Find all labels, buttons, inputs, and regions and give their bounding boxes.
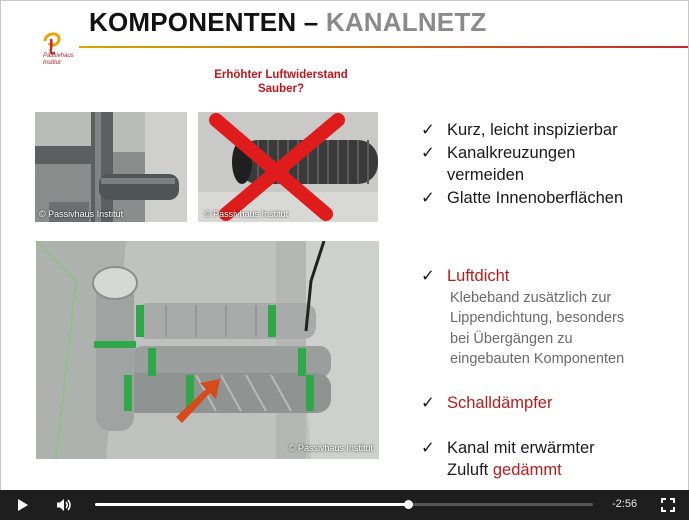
photo-duct-installation (36, 241, 379, 459)
photo-flex-duct-crossed (198, 112, 378, 222)
bullet-sub-line: bei Übergängen zu (450, 331, 573, 347)
photo-credit: © Passivhaus Institut (39, 209, 124, 219)
logo-text: Passivhaus Institut (43, 53, 74, 66)
checkmark-icon: ✓ (421, 144, 435, 162)
slide-title (89, 7, 487, 38)
player-controls (0, 490, 689, 520)
title-part-black: KOMPONENTEN – (89, 7, 319, 37)
bullet-continuation: Zuluft gedämmt (447, 461, 562, 479)
fullscreen-icon (661, 498, 675, 512)
bullet-item: ✓ Kurz, leicht inspizierbar (421, 121, 618, 139)
checkmark-icon: ✓ (421, 394, 435, 412)
time-remaining: -2:56 (612, 498, 638, 510)
bullet-sub-line: eingebauten Komponenten (450, 351, 625, 367)
seek-progress (95, 503, 409, 506)
fullscreen-button[interactable] (656, 495, 680, 515)
bullet-sub-line: Klebeband zusätzlich zur (450, 290, 612, 306)
seek-handle[interactable] (404, 500, 413, 509)
checkmark-icon: ✓ (421, 121, 435, 139)
volume-icon (56, 498, 72, 512)
photo-galvanized-duct (35, 112, 187, 222)
seek-bar[interactable] (95, 503, 593, 506)
checkmark-icon: ✓ (421, 189, 435, 207)
play-button[interactable] (11, 495, 35, 515)
bullet-sub-line: Lippendichtung, besonders (450, 310, 625, 326)
photo-caption: Erhöhter Luftwiderstand Sauber? (214, 69, 348, 95)
bullet-continuation: vermeiden (447, 166, 525, 184)
bullet-item: ✓ Luftdicht (421, 267, 510, 285)
bullet-item: ✓ Kanalkreuzungen (421, 144, 576, 162)
checkmark-icon: ✓ (421, 267, 435, 285)
photo-credit: © Passivhaus Institut (288, 443, 373, 453)
title-part-gray: KANALNETZ (325, 7, 487, 37)
play-icon (17, 498, 29, 512)
bullet-item: ✓ Kanal mit erwärmter (421, 439, 595, 457)
volume-button[interactable] (52, 495, 76, 515)
checkmark-icon: ✓ (421, 439, 435, 457)
bullet-item: ✓ Glatte Innenoberflächen (421, 189, 624, 207)
photo-credit: © Passivhaus Institut (204, 209, 289, 219)
title-divider (79, 46, 688, 48)
bullet-item: ✓ Schalldämpfer (421, 394, 553, 412)
